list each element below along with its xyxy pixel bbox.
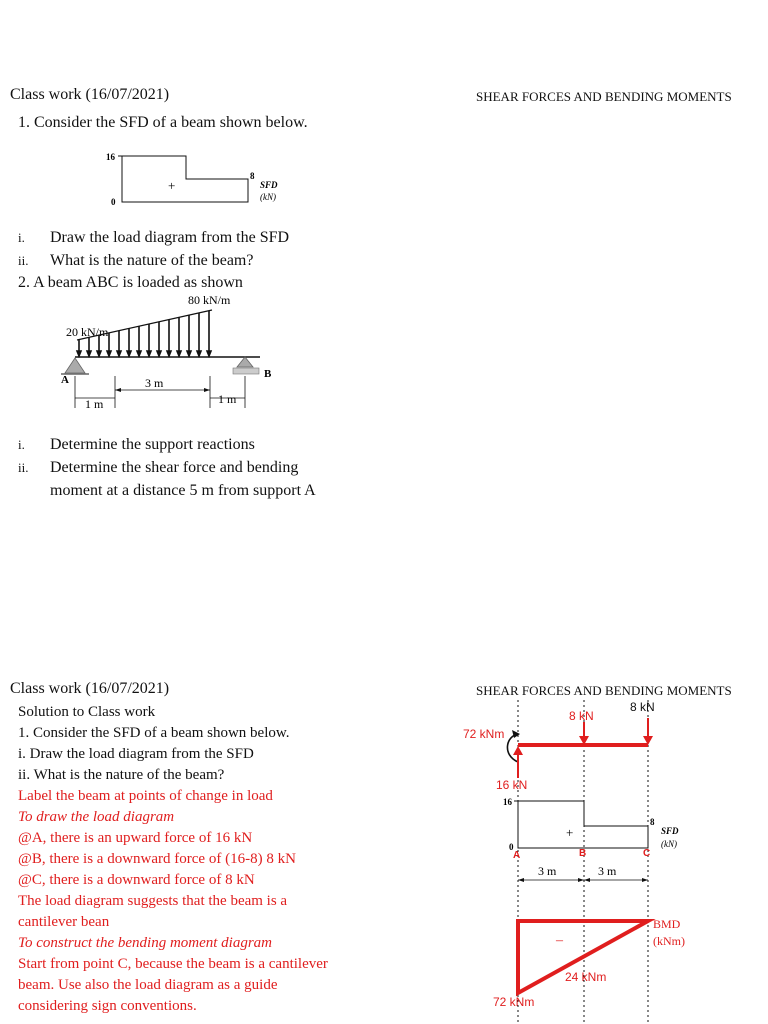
load-arrow-head bbox=[147, 351, 151, 356]
solution-line: considering sign conventions. bbox=[18, 998, 197, 1014]
load-arrow-head bbox=[77, 351, 81, 356]
load-arrow-head bbox=[97, 351, 101, 356]
solution-line: beam. Use also the load diagram as a guide bbox=[18, 977, 278, 993]
bmd-label: BMD bbox=[653, 917, 681, 931]
load-max-label: 80 kN/m bbox=[188, 293, 231, 307]
load-arrow-head bbox=[127, 351, 131, 356]
solution-line: ii. What is the nature of the beam? bbox=[18, 767, 225, 783]
load-arrow-head bbox=[157, 351, 161, 356]
solution-line: @A, there is an upward force of 16 kN bbox=[18, 830, 253, 846]
load-arrow-head bbox=[107, 351, 111, 356]
sfd1-unit: (kN) bbox=[260, 192, 276, 202]
support-b-label: B bbox=[264, 368, 272, 380]
sfd1-end-value: 8 bbox=[250, 171, 255, 181]
support-a-label: A bbox=[61, 374, 69, 386]
bmd-mid-label: 24 kNm bbox=[565, 970, 607, 984]
q1-item-2: ii. What is the nature of the beam? bbox=[18, 252, 254, 269]
sfd1-plus-sign: + bbox=[168, 178, 176, 193]
page1-heading: Class work (16/07/2021) bbox=[10, 86, 170, 103]
solution-line: cantilever bean bbox=[18, 914, 110, 930]
solution-line: @C, there is a downward force of 8 kN bbox=[18, 872, 255, 888]
page2-topic: SHEAR FORCES AND BENDING MOMENTS bbox=[476, 683, 732, 698]
q2-item-3: moment at a distance 5 m from support A bbox=[50, 482, 316, 499]
dim-left-label: 1 m bbox=[85, 397, 104, 411]
beam-abc-diagram bbox=[55, 290, 295, 415]
reaction-a-label: 16 kN bbox=[496, 778, 528, 792]
load-arrow-head bbox=[167, 351, 171, 356]
load-arrow-head bbox=[87, 351, 91, 356]
sfd2-label: SFD bbox=[661, 826, 679, 836]
q1-item-1: i. Draw the load diagram from the SFD bbox=[18, 229, 290, 246]
solution-line: To draw the load diagram bbox=[18, 809, 175, 825]
page1-question-2: 2. A beam ABC is loaded as shown bbox=[18, 274, 243, 291]
bmd-unit: (kNm) bbox=[653, 934, 685, 948]
sfd2-unit: (kN) bbox=[661, 839, 677, 849]
dim-span-label: 3 m bbox=[145, 376, 164, 390]
dim-bc-label: 3 m bbox=[598, 864, 617, 878]
sfd2-zero-tick: 0 bbox=[509, 842, 514, 852]
solution-text bbox=[18, 702, 328, 1017]
solution-line: To construct the bending moment diagram bbox=[18, 935, 273, 951]
sfd2-end-value: 8 bbox=[650, 817, 655, 827]
bmd-minus-sign: – bbox=[556, 933, 563, 948]
load-arrow-head bbox=[137, 351, 141, 356]
moment-a-label: 72 kNm bbox=[463, 727, 505, 741]
sfd1-label: SFD bbox=[260, 180, 278, 190]
q2-item-1: i. Determine the support reactions bbox=[18, 436, 255, 453]
load-arrow-head bbox=[197, 351, 201, 356]
dim-right-label: 1 m bbox=[218, 392, 237, 406]
load-arrow-head bbox=[177, 351, 181, 356]
sfd1-zero-tick: 0 bbox=[111, 197, 116, 207]
point-b-label: B bbox=[579, 848, 587, 859]
q2-item-2: ii. Determine the shear force and bending bbox=[18, 459, 299, 476]
solution-line: Start from point C, because the beam is a cantilever bbox=[18, 956, 328, 972]
page1-topic: SHEAR FORCES AND BENDING MOMENTS bbox=[476, 89, 732, 104]
dim-ab-label: 3 m bbox=[538, 864, 557, 878]
solution-line: @B, there is a downward force of (16-8) 8 kN bbox=[18, 851, 296, 867]
solution-line: i. Draw the load diagram from the SFD bbox=[18, 746, 254, 762]
solution-line: 1. Consider the SFD of a beam shown below. bbox=[18, 725, 290, 741]
load-min-label: 20 kN/m bbox=[66, 325, 109, 339]
sfd2-plus-sign: + bbox=[566, 825, 574, 840]
load-arrow-head bbox=[117, 351, 121, 356]
solution-line: The load diagram suggests that the beam is a bbox=[18, 893, 288, 909]
sfd1-top-tick: 16 bbox=[106, 152, 115, 162]
point-a-label: A bbox=[513, 850, 521, 861]
load-b-label: 8 kN bbox=[569, 709, 594, 723]
load-arrow-head bbox=[187, 351, 191, 356]
load-arrow-head bbox=[207, 351, 211, 356]
point-c-label: C bbox=[643, 848, 651, 859]
bmd-max-label: 72 kNm bbox=[493, 995, 535, 1009]
solution-diagram bbox=[458, 700, 718, 1024]
page1-question-1: 1. Consider the SFD of a beam shown below. bbox=[18, 114, 308, 131]
sfd-diagram-1 bbox=[100, 148, 300, 210]
solution-line: Label the beam at points of change in load bbox=[18, 788, 273, 804]
load-c-label: 8 kN bbox=[630, 700, 655, 714]
solution-line: Solution to Class work bbox=[18, 704, 156, 720]
page2-heading: Class work (16/07/2021) bbox=[10, 680, 170, 697]
sfd2-top-tick: 16 bbox=[503, 797, 512, 807]
